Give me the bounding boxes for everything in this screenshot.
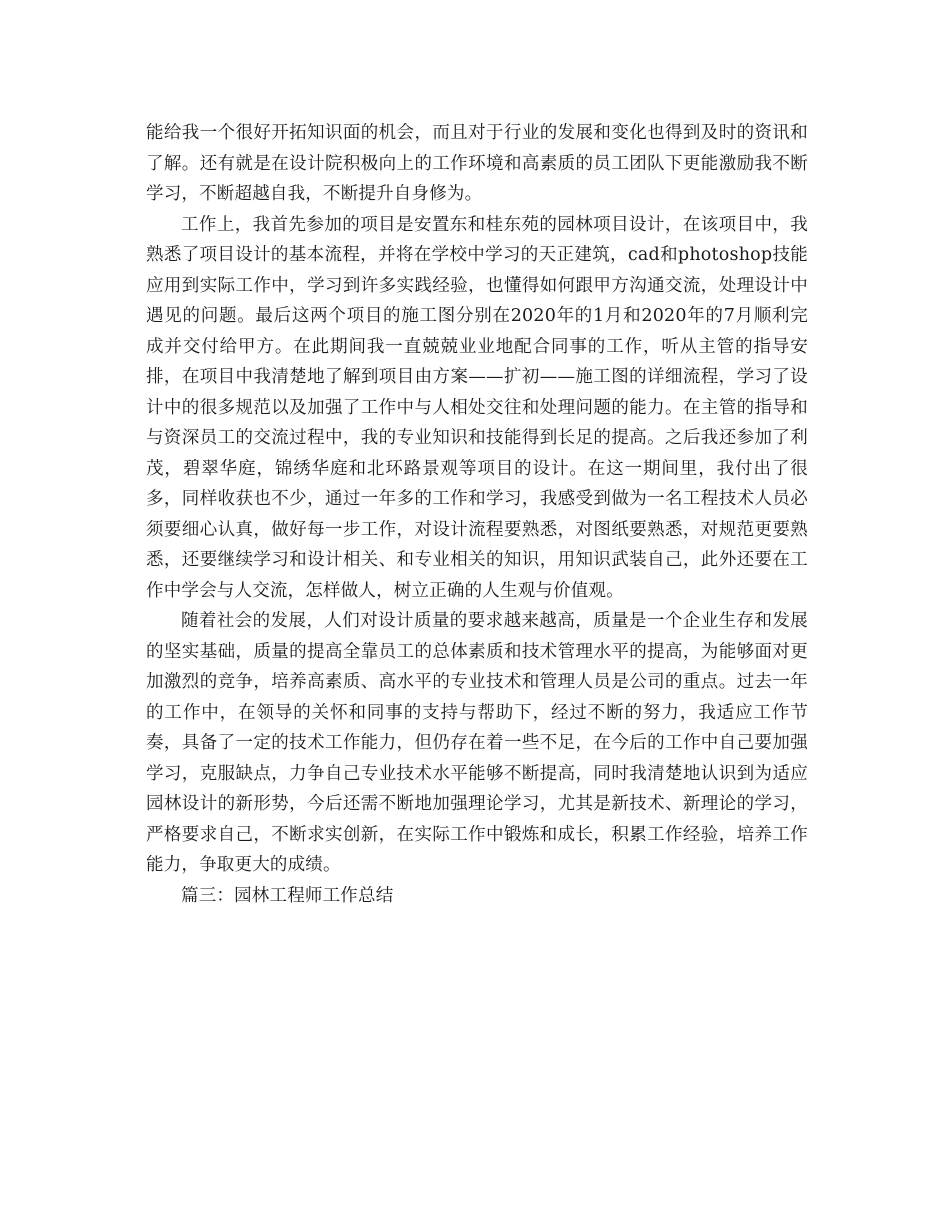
paragraph-continued: 能给我一个很好开拓知识面的机会，而且对于行业的发展和变化也得到及时的资讯和了解。还有就是在设计院积极向上的工作环境和高素质的员工团队下更能激励我不断学习，不断超越自我，不断提升自身修为。	[146, 123, 808, 204]
paragraph-quality-development: 随着社会的发展，人们对设计质量的要求越来越高，质量是一个企业生存和发展的坚实基础，质量的提高全靠员工的总体素质和技术管理水平的提高，为能够面对更加激烈的竞争，培养高素质、高水平的专业技术和管理人员是公司的重点。过去一年的工作中，在领导的关怀和同事的支持与帮助下，经过不断的努力，我适应工作节奏，具备了一定的技术工作能力，但仍存在着一些不足，在今后的工作中自己要加强学习，克服缺点，力争自己专业技术水平能够不断提高，同时我清楚地认识到为适应园林设计的新形势，今后还需不断地加强理论学习，尤其是新技术、新理论的学习，严格要求自己，不断求实创新，在实际工作中锻炼和成长，积累工作经验，培养工作能力，争取更大的成绩。	[146, 611, 808, 875]
paragraph-work-projects: 工作上，我首先参加的项目是安置东和桂东苑的园林项目设计，在该项目中，我熟悉了项目设计的基本流程，并将在学校中学习的天正建筑，cad和photoshop技能应用到实际工作中，学习到许多实践经验，也懂得如何跟甲方沟通交流，处理设计中遇见的问题。最后这两个项目的施工图分别在2020年的1月和2020年的7月顺利完成并交付给甲方。在此期间我一直兢兢业业地配合同事的工作，听从主管的指导安排，在项目中我清楚地了解到项目由方案——扩初——施工图的详细流程，学习了设计中的很多规范以及加强了工作中与人相处交往和处理问题的能力。在主管的指导和与资深员工的交流过程中，我的专业知识和技能得到长足的提高。之后我还参加了利茂，碧翠华庭，锦绣华庭和北环路景观等项目的设计。在这一期间里，我付出了很多，同样收获也不少，通过一年多的工作和学习，我感受到做为一名工程技术人员必须要细心认真，做好每一步工作，对设计流程要熟悉，对图纸要熟悉，对规范更要熟悉，还要继续学习和设计相关、和专业相关的知识，用知识武装自己，此外还要在工作中学会与人交流，怎样做人，树立正确的人生观与价值观。	[146, 214, 808, 601]
document-body	[146, 118, 808, 911]
section-heading: 篇三：园林工程师工作总结	[181, 885, 394, 906]
